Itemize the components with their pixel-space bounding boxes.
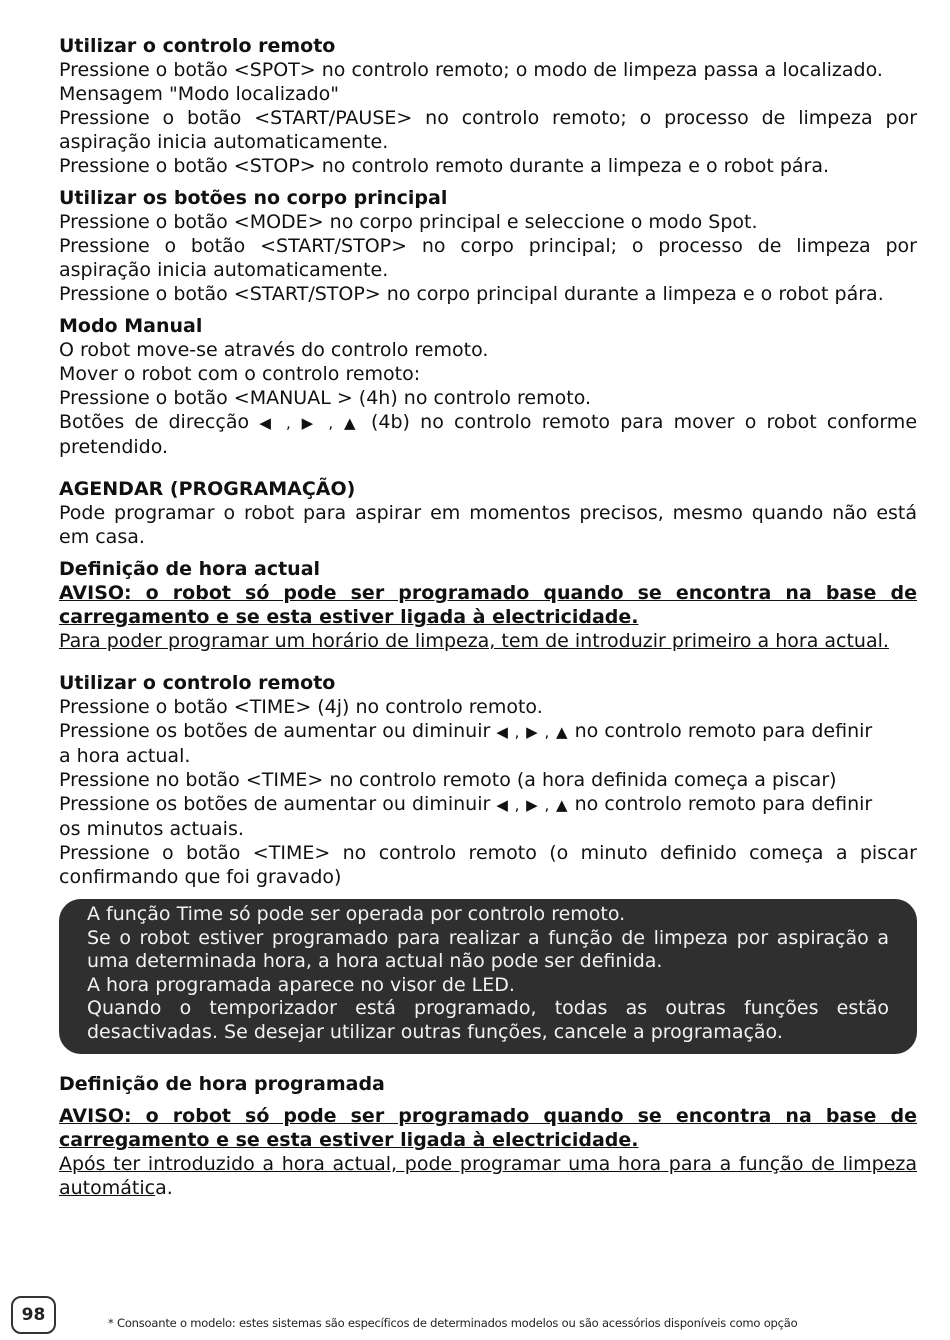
page-footer bbox=[0, 1296, 950, 1340]
paragraph: Pressione o botão <TIME> (4j) no controlo remoto. bbox=[59, 696, 543, 718]
footnote: * Consoante o modelo: estes sistemas são específicos de determinados modelos ou são acessórios disponíveis como opção bbox=[108, 1316, 798, 1330]
paragraph: Pressione o botão <START/PAUSE> no controlo remoto; o processo de limpeza por aspiração inicia automaticamente. bbox=[59, 107, 917, 153]
paragraph-text: a. bbox=[155, 1177, 173, 1199]
paragraph: O robot move-se através do controlo remoto. bbox=[59, 339, 489, 361]
paragraph: Pressione o botão <MANUAL > (4h) no controlo remoto. bbox=[59, 387, 592, 409]
paragraph-text: (4b) no controlo remoto para mover o robot conforme pretendido. bbox=[59, 411, 918, 458]
paragraph bbox=[59, 719, 917, 744]
paragraph: Pressione o botão <START/STOP> no corpo principal durante a limpeza e o robot pára. bbox=[59, 283, 884, 305]
info-note-box bbox=[59, 899, 917, 1054]
note-text: A hora programada aparece no visor de LED. bbox=[87, 973, 515, 996]
warning-text: AVISO: o robot só pode ser programado quando se encontra na base de carregamento e se esta estiver ligada à electricidade. bbox=[59, 1105, 917, 1151]
section-heading: Utilizar os botões no corpo principal bbox=[59, 187, 448, 209]
paragraph: Pressione o botão <TIME> no controlo remoto (o minuto definido começa a piscar confirmando que foi gravado) bbox=[59, 842, 917, 888]
paragraph: Pressione o botão <STOP> no controlo remoto durante a limpeza e o robot pára. bbox=[59, 155, 830, 177]
paragraph-text: Pressione os botões de aumentar ou diminuir bbox=[59, 720, 491, 742]
paragraph: Pode programar o robot para aspirar em momentos precisos, mesmo quando não está em casa. bbox=[59, 502, 917, 548]
paragraph: a hora actual. bbox=[59, 745, 191, 767]
paragraph: Pressione o botão <SPOT> no controlo remoto; o modo de limpeza passa a localizado. bbox=[59, 59, 883, 81]
note-text: Quando o temporizador está programado, todas as outras funções estão desactivadas. Se desejar utilizar outras funções, cancele a programação. bbox=[87, 997, 889, 1043]
paragraph-text: Após ter introduzido a hora actual, pode programar uma hora para a função de limpeza automátic bbox=[59, 1153, 917, 1199]
paragraph bbox=[59, 792, 917, 817]
paragraph: Mensagem "Modo localizado" bbox=[59, 83, 340, 105]
direction-arrows-icon: ◀ , ▶ , ▲ bbox=[496, 796, 569, 814]
note-text: A função Time só pode ser operada por controlo remoto. bbox=[87, 903, 626, 925]
paragraph: Pressione o botão <MODE> no corpo principal e seleccione o modo Spot. bbox=[59, 211, 758, 233]
note-text: Se o robot estiver programado para realizar a função de limpeza por aspiração a uma determinada hora, a hora actual não pode ser definida. bbox=[87, 926, 889, 972]
paragraph: Pressione no botão <TIME> no controlo remoto (a hora definida começa a piscar) bbox=[59, 769, 837, 791]
direction-arrows-icon: ◀ , ▶ , ▲ bbox=[259, 414, 361, 432]
paragraph: Pressione o botão <START/STOP> no corpo principal; o processo de limpeza por aspiração inicia automaticamente. bbox=[59, 235, 917, 281]
paragraph bbox=[59, 1152, 917, 1200]
section-heading: Utilizar o controlo remoto bbox=[59, 672, 336, 694]
direction-arrows-icon: ◀ , ▶ , ▲ bbox=[496, 723, 569, 741]
section-heading: Definição de hora programada bbox=[59, 1073, 385, 1095]
paragraph: Para poder programar um horário de limpeza, tem de introduzir primeiro a hora actual. bbox=[59, 630, 889, 652]
section-heading: Modo Manual bbox=[59, 315, 203, 337]
warning-text: AVISO: o robot só pode ser programado quando se encontra na base de carregamento e se esta estiver ligada à electricidade. bbox=[59, 582, 917, 628]
section-heading: AGENDAR (PROGRAMAÇÃO) bbox=[59, 478, 356, 500]
paragraph: os minutos actuais. bbox=[59, 818, 244, 840]
paragraph-text: no controlo remoto para definir bbox=[574, 720, 873, 742]
paragraph-text: Botões de direcção bbox=[59, 411, 250, 433]
paragraph-text: Pressione os botões de aumentar ou diminuir bbox=[59, 793, 491, 815]
section-heading: Definição de hora actual bbox=[59, 558, 321, 580]
page-content bbox=[59, 34, 917, 1200]
section-heading: Utilizar o controlo remoto bbox=[59, 35, 336, 57]
paragraph: Mover o robot com o controlo remoto: bbox=[59, 363, 421, 385]
page-number: 98 bbox=[11, 1296, 56, 1334]
paragraph-text: no controlo remoto para definir bbox=[574, 793, 873, 815]
paragraph bbox=[59, 410, 917, 459]
